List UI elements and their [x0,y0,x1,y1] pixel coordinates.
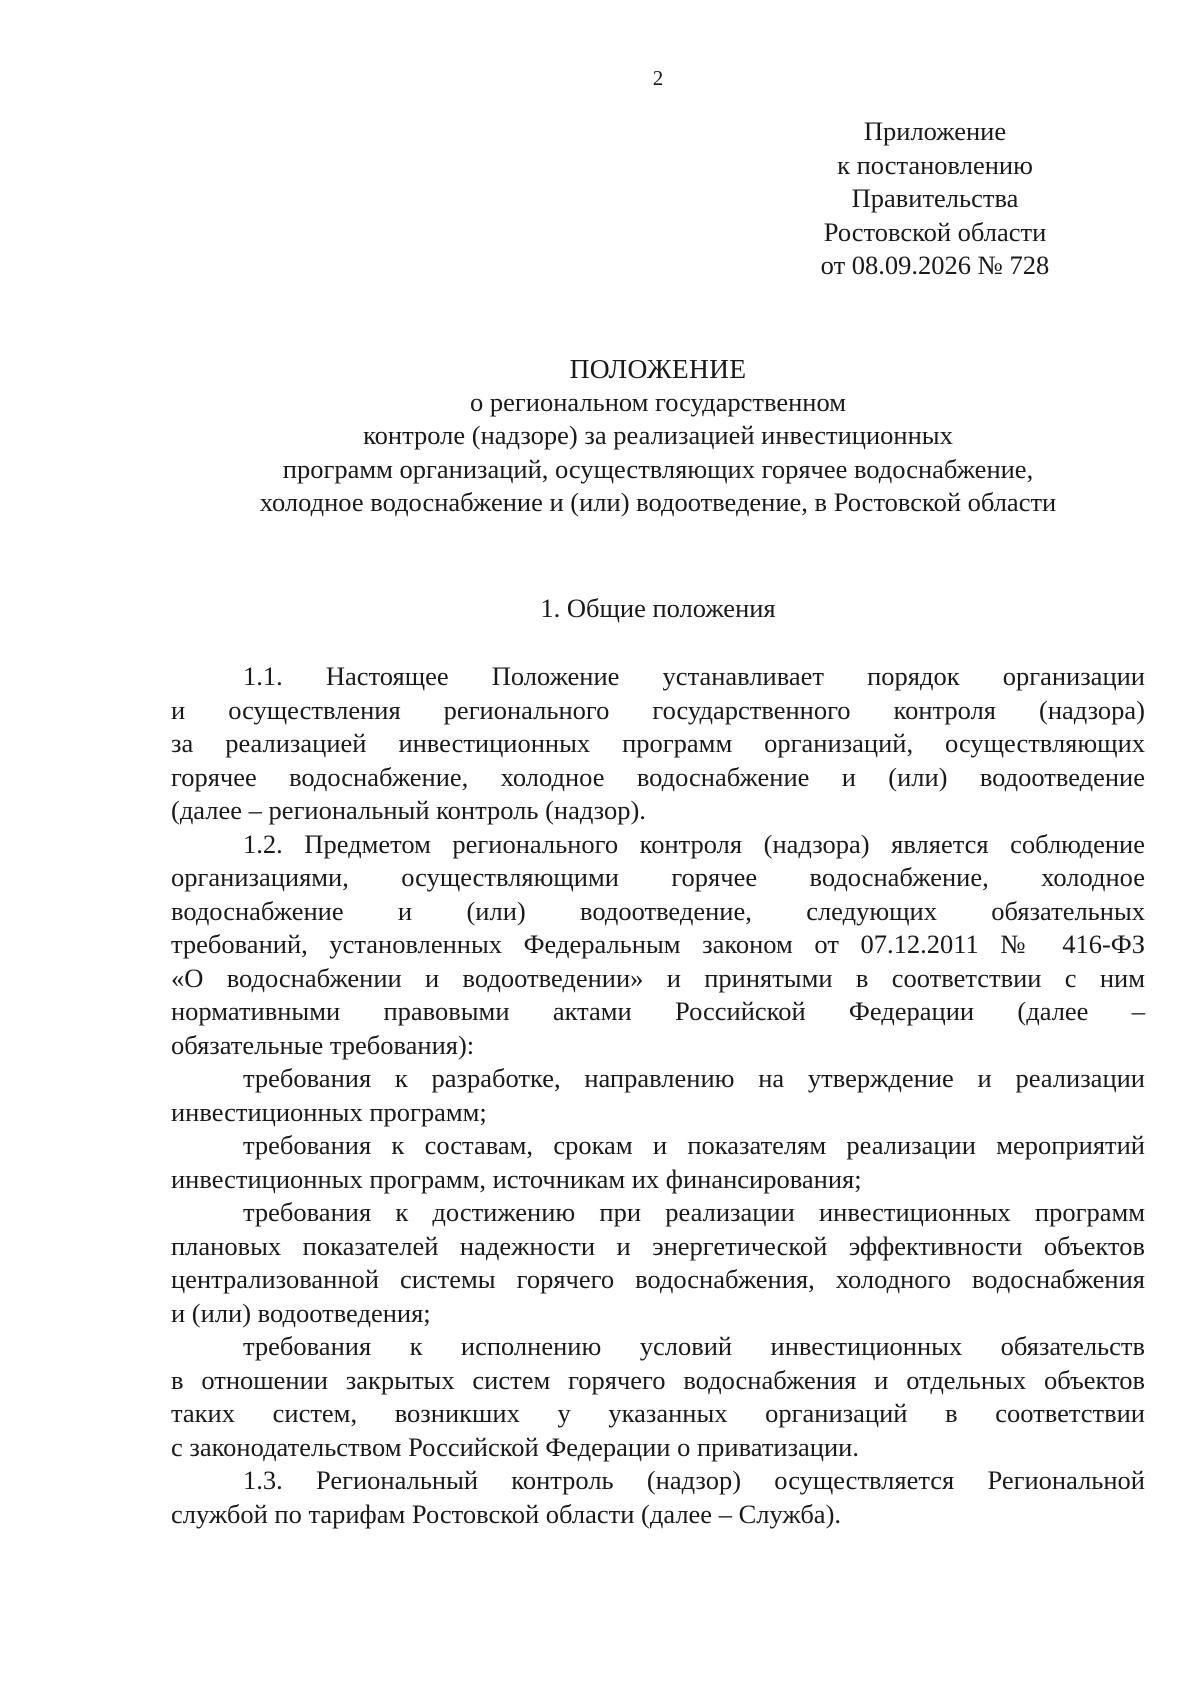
text-line: инвестиционных программ, источникам их финансирования; [171,1163,862,1194]
document-body [171,660,1145,1531]
text-line: требования к исполнению условий инвестиционных обязательств [243,1331,1145,1361]
appendix-line: от 08.09.2026 № 728 [820,250,1050,280]
text-line: за реализацией инвестиционных программ организаций, осуществляющих [171,728,1145,758]
text-line: требований, установленных Федеральным законом от 07.12.2011 № 416-ФЗ [171,929,1145,959]
text-line: (далее – региональный контроль (надзор). [171,795,646,825]
text-line: «О водоснабжении и водоотведении» и принятыми в соответствии с ним [171,962,1145,993]
text-line: требования к составам, срокам и показателям реализации мероприятий [243,1130,1145,1160]
text-line: обязательные требования): [171,1029,475,1060]
text-line: 1.2. Предметом регионального контроля (надзора) является соблюдение [243,828,1145,859]
text-line: инвестиционных программ; [171,1096,487,1127]
text-line: горячее водоснабжение, холодное водоснабжение и (или) водоотведение [171,761,1145,792]
document-subtitle-line: холодное водоснабжение и (или) водоотведение, в Ростовской области [259,487,1057,517]
page-number: 2 [652,66,664,90]
text-line: 1.1. Настоящее Положение устанавливает порядок организации [243,661,1145,691]
appendix-line: к постановлению [837,149,1033,180]
section-heading: 1. Общие положения [540,593,776,623]
paragraph-1-1 [171,660,1145,828]
text-line: плановых показателей надежности и энергетической эффективности объектов [171,1230,1145,1261]
text-line: и (или) водоотведения; [171,1297,431,1328]
text-line: службой по тарифам Ростовской области (далее – Служба). [171,1498,842,1529]
text-line: требования к разработке, направлению на утверждение и реализации [243,1063,1145,1093]
appendix-block [790,115,1080,283]
text-line: таких систем, возникших у указанных организаций в соответствии [171,1398,1145,1428]
document-subtitle-line: о региональном государственном [470,386,846,417]
paragraph-1-3 [171,1464,1145,1531]
paragraph-1-2 [171,828,1145,1063]
text-line: централизованной системы горячего водоснабжения, холодного водоснабжения [171,1264,1145,1294]
document-title-block [171,352,1145,520]
requirement-item [171,1129,1145,1196]
text-line: нормативными правовыми актами Российской Федерации (далее – [171,996,1145,1026]
requirement-item [171,1062,1145,1129]
text-line: с законодательством Российской Федерации о приватизации. [171,1431,859,1462]
appendix-line: Ростовской области [823,216,1047,247]
appendix-line: Правительства [851,183,1019,213]
text-line: и осуществления регионального государственного контроля (надзора) [171,694,1145,725]
text-line: 1.3. Региональный контроль (надзор) осуществляется Региональной [243,1465,1145,1495]
text-line: водоснабжение и (или) водоотведение, следующих обязательных [171,895,1145,926]
document-subtitle-line: контроле (надзоре) за реализацией инвестиционных [363,420,953,450]
requirement-item [171,1196,1145,1330]
text-line: требования к достижению при реализации инвестиционных программ [243,1197,1145,1227]
text-line: в отношении закрытых систем горячего водоснабжения и отдельных объектов [171,1364,1145,1395]
requirement-item [171,1330,1145,1464]
appendix-line: Приложение [863,116,1007,146]
document-subtitle-line: программ организаций, осуществляющих горячее водоснабжение, [282,453,1034,484]
document-title: ПОЛОЖЕНИЕ [569,353,747,384]
text-line: организациями, осуществляющими горячее водоснабжение, холодное [171,862,1145,892]
